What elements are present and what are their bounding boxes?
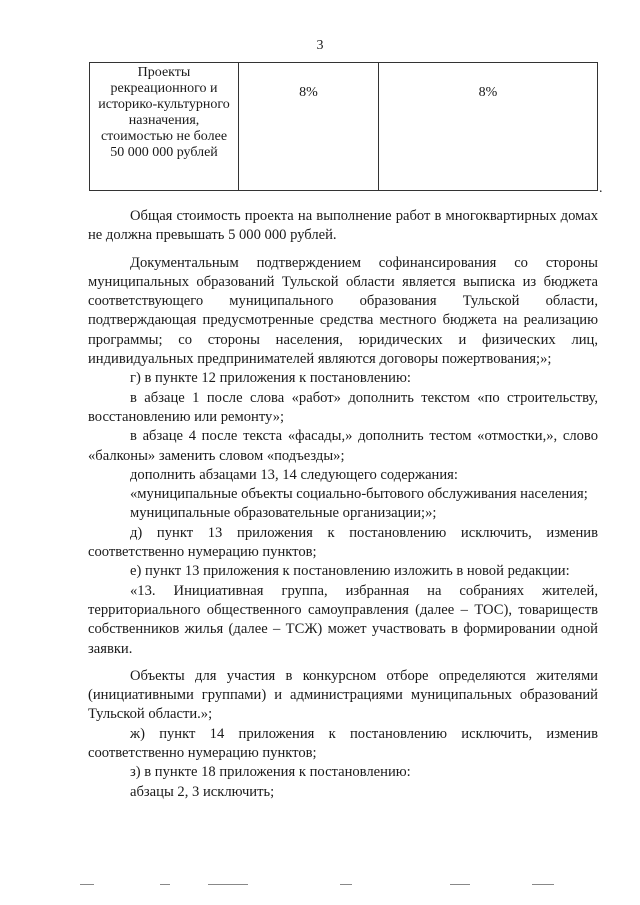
paragraph-z-abzac: абзацы 2, 3 исключить; xyxy=(130,783,275,800)
paragraph-objects-selection: Объекты для участия в конкурсном отборе определяются жителями (инициативными группами) и администрациями муниципальных образований Тульской области.»; xyxy=(88,667,598,723)
table-trailing-period: . xyxy=(599,181,603,196)
paragraph-g-abzac-13: «муниципальные объекты социально-бытового обслуживания населения; xyxy=(130,486,588,503)
paragraph-total-cost: Общая стоимость проекта на выполнение работ в многоквартирных домах не должна превышать 5 000 000 рублей. xyxy=(88,208,598,244)
paragraph-cofinancing: Документальным подтверждением софинансирования со стороны муниципальных образований Тульской области является выписка из бюджета соответствующего муниципального образования Тульской области, подтверждающая предусмотренные средства местного бюджета на реализацию программы; со стороны населения, юридических и физических лиц, индивидуальных предпринимателей являются договоры пожертвования;»; xyxy=(88,254,598,368)
paragraph-item-e: е) пункт 13 приложения к постановлению изложить в новой редакции: xyxy=(130,563,570,580)
table-row xyxy=(90,63,598,191)
table-cell-value-2: 8% xyxy=(379,63,598,191)
paragraph-g-add: дополнить абзацами 13, 14 следующего содержания: xyxy=(130,466,458,483)
paragraph-new-item-13: «13. Инициативная группа, избранная на собраниях жителей, территориального общественного самоуправления (далее – ТОС), товариществ собственников жилья (далее – ТСЖ) может участвовать в формировании одной заявки. xyxy=(88,582,598,657)
page-number: 3 xyxy=(316,38,324,53)
paragraph-item-d: д) пункт 13 приложения к постановлению исключить, изменив соответственно нумерацию пунктов; xyxy=(88,524,598,561)
paragraph-item-zh: ж) пункт 14 приложения к постановлению исключить, изменив соответственно нумерацию пунктов; xyxy=(88,725,598,762)
paragraph-g-abzac-14: муниципальные образовательные организации;»; xyxy=(130,505,437,522)
table-cell-value-1: 8% xyxy=(239,63,379,191)
paragraph-g-abzac-1: в абзаце 1 после слова «работ» дополнить текстом «по строительству, восстановлению или ремонту»; xyxy=(88,389,598,425)
document-body xyxy=(88,207,598,802)
scan-artifacts xyxy=(40,884,600,890)
criteria-table xyxy=(89,62,598,191)
paragraph-item-g: г) в пункте 12 приложения к постановлению: xyxy=(130,370,411,387)
table-cell-project-type: Проекты рекреационного и историко-культурного назначения, стоимостью не более 50 000 000 рублей xyxy=(90,63,239,191)
paragraph-g-abzac-4: в абзаце 4 после текста «фасады,» дополнить тестом «отмостки,», слово «балконы» заменить словом «подъезды»; xyxy=(88,428,598,464)
paragraph-item-z: з) в пункте 18 приложения к постановлению: xyxy=(130,764,411,781)
